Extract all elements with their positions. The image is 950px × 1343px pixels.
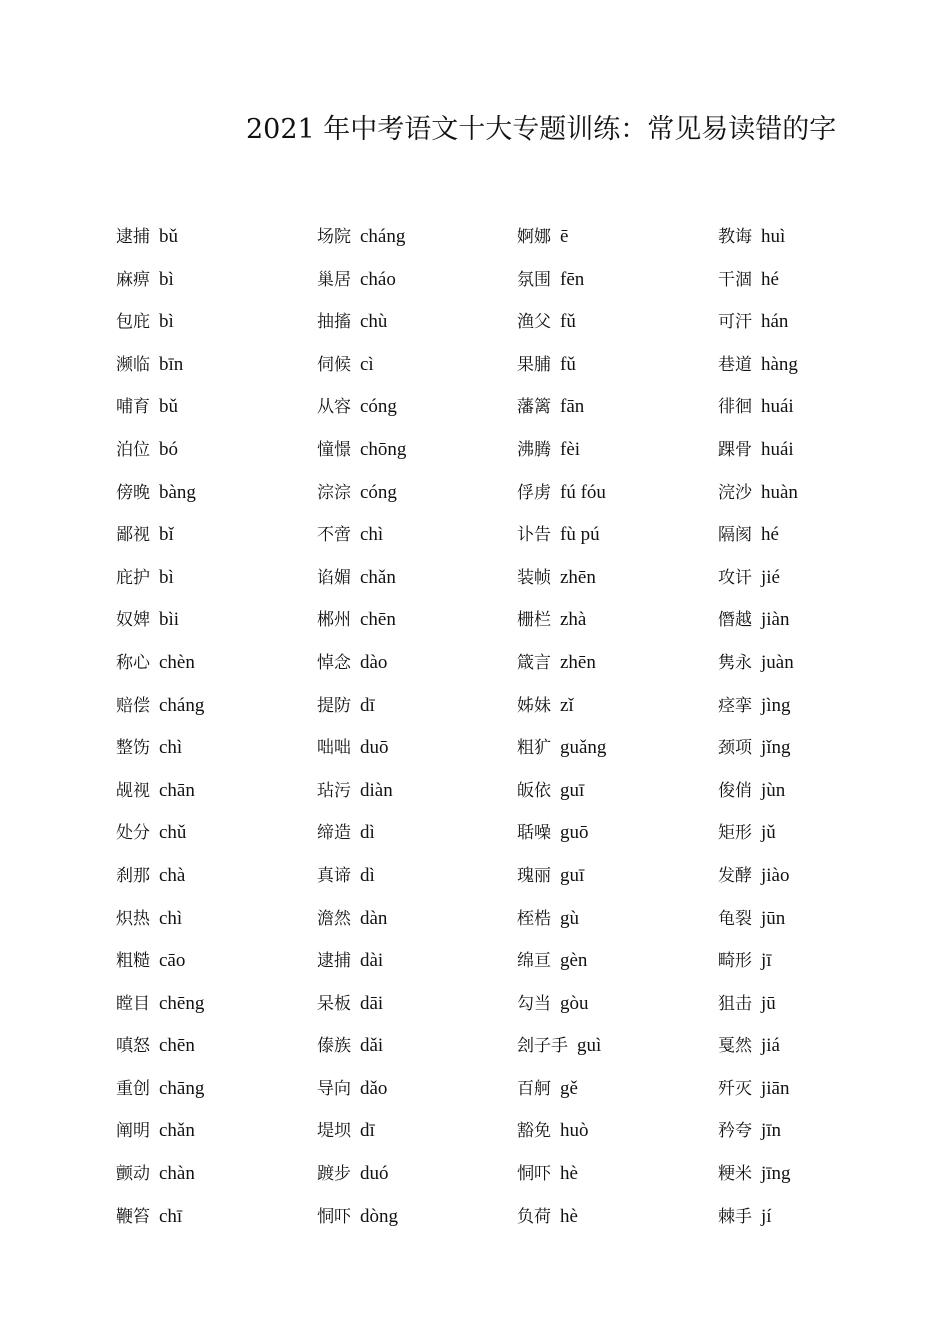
- word-entry: [718, 386, 918, 429]
- word-text: 鞭笞: [116, 1206, 150, 1227]
- word-entry: [317, 855, 517, 898]
- word-text: 颤动: [116, 1164, 150, 1185]
- word-text: 瞠目: [116, 993, 150, 1014]
- pinyin-text: hè: [560, 1163, 578, 1185]
- pinyin-text: jiá: [761, 1035, 780, 1057]
- word-entry: [317, 301, 517, 344]
- word-text: 俘虏: [517, 482, 551, 503]
- word-entry: [517, 983, 717, 1026]
- pinyin-text: cháng: [159, 694, 205, 716]
- word-entry: [517, 259, 717, 302]
- word-entry: [317, 1068, 517, 1111]
- pinyin-text: huì: [761, 226, 786, 247]
- word-entry: [317, 898, 517, 941]
- pinyin-text: bì: [159, 268, 174, 290]
- word-entry: [317, 1025, 517, 1068]
- word-entry: [116, 301, 316, 344]
- word-entry: [517, 940, 717, 983]
- word-entry: [116, 386, 316, 429]
- pinyin-text: fǔ: [560, 353, 576, 375]
- word-text: 处分: [116, 823, 150, 844]
- word-text: 伺候: [317, 354, 351, 375]
- word-text: 麻痹: [116, 269, 150, 290]
- pinyin-text: guī: [560, 779, 585, 801]
- word-text: 徘徊: [718, 397, 752, 418]
- word-text: 果脯: [517, 354, 551, 375]
- word-text: 棘手: [718, 1206, 752, 1227]
- pinyin-text: cóng: [360, 396, 397, 418]
- word-entry: [517, 727, 717, 770]
- pinyin-text: cháng: [360, 226, 406, 247]
- word-text: 绵亘: [517, 951, 551, 972]
- word-text: 导向: [317, 1078, 351, 1099]
- pinyin-text: dòng: [360, 1205, 398, 1227]
- pinyin-text: hé: [761, 268, 779, 290]
- word-entry: [517, 557, 717, 600]
- pinyin-text: chǎn: [360, 566, 396, 588]
- pinyin-text: guō: [560, 822, 589, 844]
- word-text: 粳米: [718, 1164, 752, 1185]
- word-text: 讣告: [517, 525, 551, 546]
- word-entry: [317, 770, 517, 813]
- pinyin-text: chēng: [159, 992, 205, 1014]
- word-text: 隽永: [718, 652, 752, 673]
- word-entry: [517, 472, 717, 515]
- pinyin-text: fēn: [560, 268, 585, 290]
- word-entry: [317, 1153, 517, 1196]
- pinyin-text: chān: [159, 779, 195, 801]
- word-entry: [116, 983, 316, 1026]
- word-text: 奴婢: [116, 610, 150, 631]
- pinyin-text: zhà: [560, 609, 587, 631]
- word-text: 踝骨: [718, 439, 752, 460]
- word-text: 阐明: [116, 1121, 150, 1142]
- pinyin-text: chāng: [159, 1077, 205, 1099]
- word-entry: [718, 1068, 918, 1111]
- pinyin-text: chà: [159, 864, 186, 886]
- word-text: 可汗: [718, 312, 752, 333]
- word-text: 包庇: [116, 312, 150, 333]
- pinyin-text: huái: [761, 396, 794, 418]
- word-text: 刹那: [116, 865, 150, 886]
- pinyin-text: zhēn: [560, 651, 596, 673]
- word-entry: [718, 472, 918, 515]
- word-text: 重创: [116, 1078, 150, 1099]
- word-text: 狙击: [718, 993, 752, 1014]
- word-entry: [718, 898, 918, 941]
- word-entry: [116, 812, 316, 855]
- word-entry: [116, 429, 316, 472]
- word-entry: [517, 514, 717, 557]
- word-entry: [317, 812, 517, 855]
- word-entry: [116, 514, 316, 557]
- word-entry: [517, 1110, 717, 1153]
- pinyin-text: chēn: [360, 609, 396, 631]
- pinyin-text: chèn: [159, 651, 195, 673]
- pinyin-text: guī: [560, 864, 585, 886]
- pinyin-text: zhēn: [560, 566, 596, 588]
- pinyin-text: jiào: [761, 864, 790, 886]
- word-entry: [718, 344, 918, 387]
- word-entry: [517, 301, 717, 344]
- pinyin-text: jīn: [761, 1120, 782, 1142]
- word-entry: [317, 472, 517, 515]
- pinyin-text: cóng: [360, 481, 397, 503]
- word-entry: [517, 386, 717, 429]
- word-text: 勾当: [517, 993, 551, 1014]
- word-text: 玷污: [317, 780, 351, 801]
- word-text: 隔阂: [718, 525, 752, 546]
- word-entry: [317, 727, 517, 770]
- word-entry: [517, 344, 717, 387]
- word-text: 粗糙: [116, 951, 150, 972]
- word-text: 悼念: [317, 652, 351, 673]
- word-text: 畸形: [718, 951, 752, 972]
- word-text: 傣族: [317, 1036, 351, 1057]
- word-text: 缔造: [317, 823, 351, 844]
- word-text: 郴州: [317, 610, 351, 631]
- word-text: 氛围: [517, 269, 551, 290]
- word-entry: [517, 1196, 717, 1239]
- word-text: 觇视: [116, 780, 150, 801]
- word-entry: [718, 1025, 918, 1068]
- word-entry: [517, 216, 717, 259]
- word-entry: [718, 429, 918, 472]
- word-text: 真谛: [317, 865, 351, 886]
- pinyin-text: fān: [560, 396, 585, 418]
- word-column-4: [718, 216, 918, 1238]
- pinyin-text: chēn: [159, 1035, 195, 1057]
- word-text: 谄媚: [317, 567, 351, 588]
- word-entry: [116, 898, 316, 941]
- word-entry: [517, 599, 717, 642]
- pinyin-text: cāo: [159, 950, 186, 972]
- word-text: 刽子手: [517, 1036, 568, 1057]
- word-text: 咄咄: [317, 738, 351, 759]
- word-entry: [317, 429, 517, 472]
- pinyin-text: dàn: [360, 907, 388, 929]
- word-entry: [317, 599, 517, 642]
- word-entry: [116, 259, 316, 302]
- word-text: 攻讦: [718, 567, 752, 588]
- word-text: 场院: [317, 227, 351, 247]
- word-text: 浣沙: [718, 482, 752, 503]
- pinyin-text: duó: [360, 1163, 389, 1185]
- pinyin-text: ē: [560, 226, 569, 247]
- word-entry: [116, 472, 316, 515]
- word-entry: [718, 1153, 918, 1196]
- word-entry: [718, 1196, 918, 1239]
- pinyin-text: chōng: [360, 438, 407, 460]
- pinyin-text: jí: [761, 1205, 772, 1227]
- word-entry: [116, 1025, 316, 1068]
- word-entry: [718, 301, 918, 344]
- pinyin-text: cháo: [360, 268, 396, 290]
- word-text: 泊位: [116, 439, 150, 460]
- pinyin-text: fù pú: [560, 524, 600, 546]
- word-entry: [718, 1110, 918, 1153]
- word-text: 提防: [317, 695, 351, 716]
- pinyin-text: diàn: [360, 779, 393, 801]
- word-text: 傍晚: [116, 482, 150, 503]
- pinyin-text: jīng: [761, 1163, 791, 1185]
- pinyin-text: dì: [360, 864, 375, 886]
- word-text: 巢居: [317, 269, 351, 290]
- word-entry: [116, 642, 316, 685]
- word-text: 矩形: [718, 823, 752, 844]
- pinyin-text: dài: [360, 950, 384, 972]
- pinyin-text: dào: [360, 651, 388, 673]
- pinyin-text: huái: [761, 438, 794, 460]
- word-text: 炽热: [116, 908, 150, 929]
- pinyin-text: chì: [159, 907, 183, 929]
- pinyin-text: chàn: [159, 1163, 195, 1185]
- word-entry: [718, 642, 918, 685]
- word-text: 装帧: [517, 567, 551, 588]
- pinyin-text: bó: [159, 438, 178, 460]
- pinyin-text: zǐ: [560, 694, 574, 716]
- word-entry: [718, 727, 918, 770]
- word-text: 堤坝: [317, 1121, 351, 1142]
- word-entry: [517, 1068, 717, 1111]
- word-text: 豁免: [517, 1121, 551, 1142]
- word-text: 庇护: [116, 567, 150, 588]
- pinyin-text: bìi: [159, 609, 180, 631]
- word-text: 逮捕: [317, 951, 351, 972]
- pinyin-text: hàng: [761, 353, 798, 375]
- pinyin-text: bǐ: [159, 524, 174, 546]
- word-entry: [317, 642, 517, 685]
- word-text: 抽搐: [317, 312, 351, 333]
- word-text: 整饬: [116, 738, 150, 759]
- word-text: 瑰丽: [517, 865, 551, 886]
- pinyin-text: dì: [360, 822, 375, 844]
- pinyin-text: chǎn: [159, 1120, 195, 1142]
- pinyin-text: jǐng: [761, 737, 791, 759]
- word-entry: [517, 1025, 717, 1068]
- pinyin-text: gù: [560, 907, 579, 929]
- pinyin-text: gě: [560, 1077, 578, 1099]
- word-entry: [718, 940, 918, 983]
- pinyin-text: huò: [560, 1120, 589, 1142]
- word-text: 赔偿: [116, 695, 150, 716]
- word-text: 濒临: [116, 354, 150, 375]
- pinyin-text: hé: [761, 524, 779, 546]
- word-entry: [317, 216, 517, 259]
- pinyin-text: bǔ: [159, 396, 178, 418]
- word-entry: [116, 855, 316, 898]
- word-entry: [116, 557, 316, 600]
- word-entry: [517, 685, 717, 728]
- word-text: 恫吓: [317, 1206, 351, 1227]
- pinyin-text: duō: [360, 737, 389, 759]
- word-entry: [317, 940, 517, 983]
- page-title: 2021 年中考语文十大专题训练：常见易读错的字: [246, 114, 837, 145]
- word-entry: [317, 514, 517, 557]
- word-text: 僭越: [718, 610, 752, 631]
- word-entry: [718, 685, 918, 728]
- word-text: 干涸: [718, 269, 752, 290]
- word-text: 沸腾: [517, 439, 551, 460]
- pinyin-text: bì: [159, 566, 174, 588]
- word-entry: [317, 386, 517, 429]
- pinyin-text: jūn: [761, 907, 786, 929]
- word-entry: [718, 599, 918, 642]
- pinyin-text: jū: [761, 992, 776, 1014]
- pinyin-text: bì: [159, 311, 174, 333]
- pinyin-text: bīn: [159, 353, 184, 375]
- word-text: 桎梏: [517, 908, 551, 929]
- word-entry: [317, 983, 517, 1026]
- pinyin-text: jī: [761, 950, 772, 972]
- word-column-2: [317, 216, 517, 1238]
- word-entry: [517, 898, 717, 941]
- word-text: 教诲: [718, 227, 752, 247]
- pinyin-text: hè: [560, 1205, 578, 1227]
- word-text: 痉挛: [718, 695, 752, 716]
- pinyin-text: guì: [577, 1035, 602, 1057]
- pinyin-text: fèi: [560, 438, 581, 460]
- word-entry: [718, 514, 918, 557]
- word-text: 藩篱: [517, 397, 551, 418]
- word-entry: [517, 770, 717, 813]
- word-entry: [517, 642, 717, 685]
- word-text: 百舸: [517, 1078, 551, 1099]
- pinyin-text: dāi: [360, 992, 384, 1014]
- pinyin-text: bǔ: [159, 226, 178, 247]
- word-entry: [317, 1196, 517, 1239]
- word-text: 婀娜: [517, 227, 551, 247]
- word-text: 逮捕: [116, 227, 150, 247]
- word-text: 渔父: [517, 312, 551, 333]
- pinyin-text: chù: [360, 311, 388, 333]
- word-text: 栅栏: [517, 610, 551, 631]
- pinyin-text: jiàn: [761, 609, 790, 631]
- pinyin-text: jiān: [761, 1077, 790, 1099]
- word-entry: [317, 344, 517, 387]
- pinyin-text: gòu: [560, 992, 589, 1014]
- word-entry: [317, 685, 517, 728]
- word-entry: [517, 429, 717, 472]
- word-text: 粗犷: [517, 738, 551, 759]
- pinyin-text: fú fóu: [560, 481, 606, 503]
- pinyin-text: dī: [360, 1120, 375, 1142]
- pinyin-text: jìng: [761, 694, 791, 716]
- word-text: 矜夸: [718, 1121, 752, 1142]
- pinyin-text: chì: [360, 524, 384, 546]
- word-text: 从容: [317, 397, 351, 418]
- pinyin-text: bàng: [159, 481, 196, 503]
- word-entry: [116, 685, 316, 728]
- word-entry: [517, 855, 717, 898]
- word-entry: [317, 259, 517, 302]
- pinyin-text: chī: [159, 1205, 183, 1227]
- word-entry: [317, 1110, 517, 1153]
- pinyin-text: huàn: [761, 481, 798, 503]
- word-text: 踱步: [317, 1164, 351, 1185]
- pinyin-text: chǔ: [159, 822, 187, 844]
- word-entry: [718, 812, 918, 855]
- word-entry: [116, 1068, 316, 1111]
- word-entry: [116, 940, 316, 983]
- word-text: 哺育: [116, 397, 150, 418]
- word-text: 澹然: [317, 908, 351, 929]
- pinyin-text: dī: [360, 694, 375, 716]
- pinyin-text: gèn: [560, 950, 588, 972]
- word-text: 淙淙: [317, 482, 351, 503]
- word-entry: [317, 557, 517, 600]
- word-text: 戛然: [718, 1036, 752, 1057]
- word-entry: [116, 727, 316, 770]
- word-entry: [116, 216, 316, 259]
- word-entry: [116, 770, 316, 813]
- word-text: 呆板: [317, 993, 351, 1014]
- word-entry: [517, 1153, 717, 1196]
- word-text: 颈项: [718, 738, 752, 759]
- word-text: 俊俏: [718, 780, 752, 801]
- pinyin-text: fǔ: [560, 311, 576, 333]
- pinyin-text: chì: [159, 737, 183, 759]
- word-text: 恫吓: [517, 1164, 551, 1185]
- word-text: 聒噪: [517, 823, 551, 844]
- word-entry: [116, 1153, 316, 1196]
- word-column-3: [517, 216, 717, 1238]
- pinyin-text: hán: [761, 311, 789, 333]
- word-text: 箴言: [517, 652, 551, 673]
- pinyin-text: jùn: [761, 779, 786, 801]
- pinyin-text: jié: [761, 566, 780, 588]
- word-entry: [718, 557, 918, 600]
- word-text: 龟裂: [718, 908, 752, 929]
- word-text: 歼灭: [718, 1078, 752, 1099]
- word-text: 鄙视: [116, 525, 150, 546]
- word-entry: [116, 344, 316, 387]
- pinyin-text: dǎi: [360, 1035, 384, 1057]
- word-text: 称心: [116, 652, 150, 673]
- word-text: 负荷: [517, 1206, 551, 1227]
- word-text: 皈依: [517, 780, 551, 801]
- pinyin-text: jǔ: [761, 822, 776, 844]
- pinyin-text: juàn: [761, 651, 794, 673]
- word-text: 不啻: [317, 525, 351, 546]
- word-entry: [718, 216, 918, 259]
- pinyin-text: dǎo: [360, 1077, 388, 1099]
- word-text: 发酵: [718, 865, 752, 886]
- word-entry: [718, 855, 918, 898]
- word-entry: [718, 770, 918, 813]
- word-entry: [517, 812, 717, 855]
- word-text: 憧憬: [317, 439, 351, 460]
- word-column-1: [116, 216, 316, 1238]
- pinyin-text: cì: [360, 353, 374, 375]
- word-entry: [718, 259, 918, 302]
- word-text: 嗔怒: [116, 1036, 150, 1057]
- word-text: 巷道: [718, 354, 752, 375]
- word-entry: [116, 1110, 316, 1153]
- word-entry: [116, 1196, 316, 1239]
- word-entry: [718, 983, 918, 1026]
- word-entry: [116, 599, 316, 642]
- word-text: 姊妹: [517, 695, 551, 716]
- pinyin-text: guǎng: [560, 737, 607, 759]
